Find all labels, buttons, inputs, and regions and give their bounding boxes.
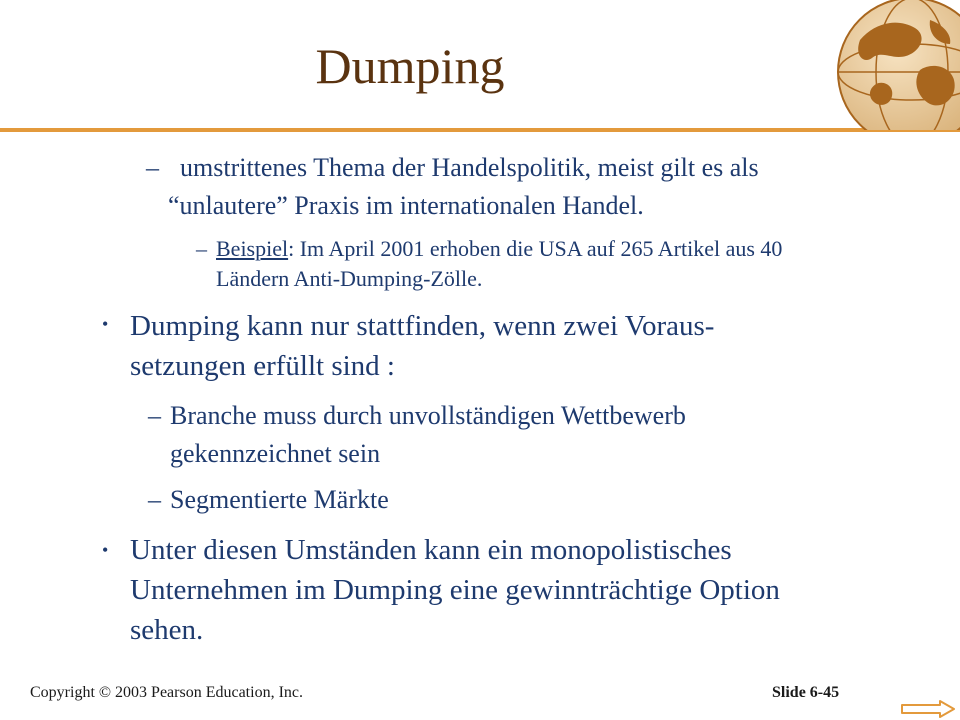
dash-marker: – (148, 401, 161, 430)
subbullet-text: “unlautere” Praxis im internationalen Handel. (168, 191, 644, 220)
title-divider (0, 128, 960, 132)
dash-marker: – (146, 153, 159, 182)
subbullet-text: Segmentierte Märkte (170, 485, 389, 514)
subbullet-text: Branche muss durch unvollständigen Wettbewerb (170, 401, 686, 430)
subbullet-text: umstrittenes Thema der Handelspolitik, meist gilt es als (180, 153, 759, 182)
bullet-text: sehen. (130, 614, 204, 646)
bullet-text: Unternehmen im Dumping eine gewinnträchtige Option (130, 574, 780, 606)
example-text (216, 233, 782, 264)
example-text-line2: Ländern Anti-Dumping-Zölle. (216, 266, 483, 291)
slide-title: Dumping (315, 38, 505, 94)
bullet-text: setzungen erfüllt sind : (130, 350, 395, 382)
bullet-text: Dumping kann nur stattfinden, wenn zwei Voraus- (130, 310, 715, 342)
next-arrow-icon[interactable] (900, 700, 956, 718)
dash-marker: – (148, 485, 161, 514)
bullet-text: Unter diesen Umständen kann ein monopolistisches (130, 534, 732, 566)
copyright-text: Copyright © 2003 Pearson Education, Inc. (30, 684, 303, 701)
globe-icon (820, 0, 960, 130)
subbullet-text: gekennzeichnet sein (170, 439, 381, 468)
example-label: Beispiel (216, 236, 289, 261)
bullet-dot: • (102, 540, 109, 560)
dash-marker: – (196, 236, 207, 261)
bullet-dot: • (102, 314, 109, 334)
example-body: : Im April 2001 erhoben die USA auf 265 Artikel aus 40 (288, 236, 783, 261)
slide-number: Slide 6-45 (772, 684, 840, 701)
